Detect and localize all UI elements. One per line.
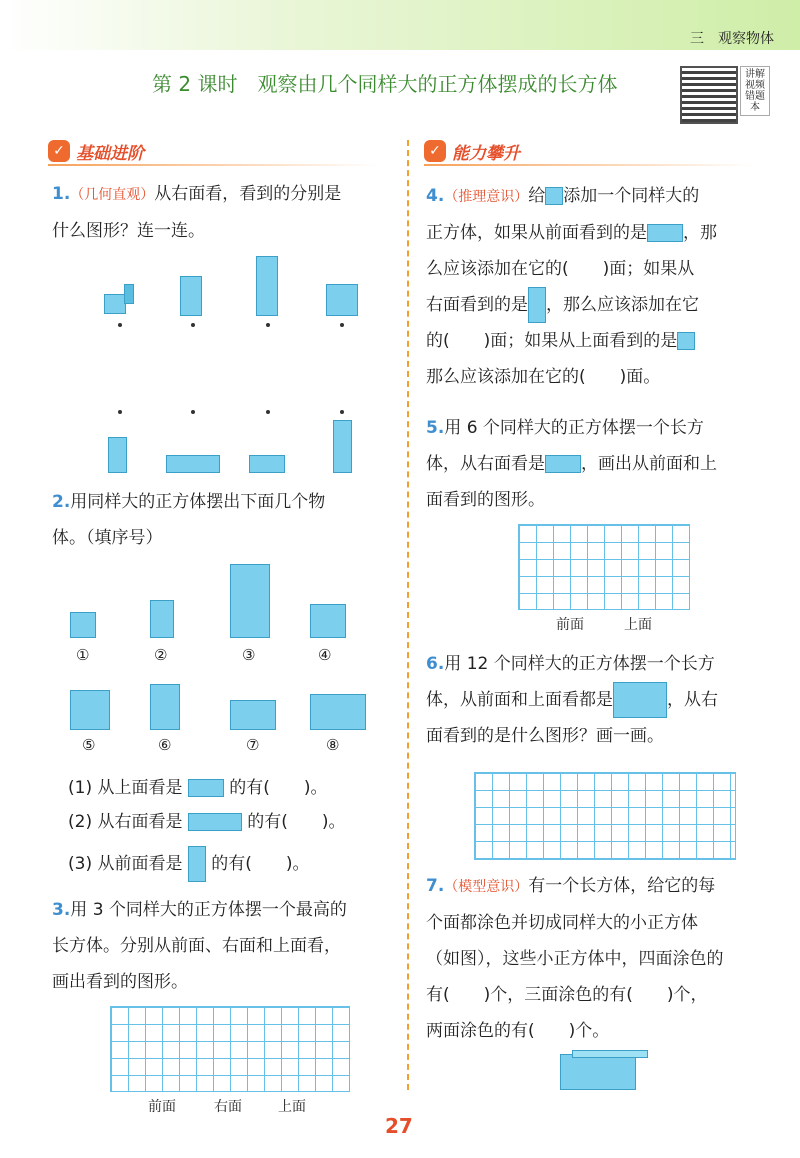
q2-part-2: (2) 从右面看是 的有( )。 bbox=[68, 812, 346, 832]
two-square-icon bbox=[188, 779, 224, 797]
climb-icon: ✓ bbox=[424, 140, 446, 162]
single-square-icon bbox=[677, 332, 695, 350]
single-cube-icon bbox=[545, 187, 563, 205]
question-6: 6.用 12 个同样大的正方体摆一个长方 体，从前面和上面看都是 ，从右 面看到的是什么图形？画一画。 bbox=[426, 654, 718, 746]
object-3 bbox=[230, 564, 270, 638]
question-4: 4.（推理意识）给 添加一个同样大的 正方体，如果从前面看到的是 ，那 么应该添加在它的( )面；如果从 右面看到的是 ，那么应该添加在它 的( )面；如果从上面看到的是 那么应该添加在它的( )面。 bbox=[426, 186, 717, 387]
rocket-icon: ✓ bbox=[48, 140, 70, 162]
section-advanced: ✓ 能力攀升 bbox=[424, 138, 520, 164]
q2-part-1: (1) 从上面看是 的有( )。 bbox=[68, 778, 328, 798]
shape-d bbox=[326, 284, 358, 316]
view-1 bbox=[108, 437, 127, 473]
three-square-icon bbox=[188, 813, 242, 831]
view-3 bbox=[249, 455, 285, 473]
two-square-icon bbox=[647, 224, 683, 242]
q2-part-3: (3) 从前面看是 的有( )。 bbox=[68, 846, 398, 882]
view-4 bbox=[333, 420, 352, 473]
shape-b bbox=[180, 276, 202, 316]
view-2 bbox=[166, 455, 220, 473]
object-8 bbox=[310, 694, 366, 730]
lesson-title: 第 2 课时 观察由几个同样大的正方体摆成的长方体 bbox=[152, 72, 618, 96]
object-6 bbox=[150, 684, 180, 730]
top-banner bbox=[0, 0, 800, 50]
question-5: 5.用 6 个同样大的正方体摆一个长方 体，从右面看是 ，画出从前面和上 面看到的图形。 bbox=[426, 418, 717, 510]
vertical-square-icon bbox=[528, 287, 546, 323]
chapter-title: 三 观察物体 bbox=[690, 31, 774, 47]
q3-drawing-grid[interactable] bbox=[110, 1006, 350, 1092]
question-3: 3.用 3 个同样大的正方体摆一个最高的 长方体。分别从前面、右面和上面看， 画出看到的图形。 bbox=[52, 900, 347, 992]
object-7 bbox=[230, 700, 276, 730]
section-basic: ✓ 基础进阶 bbox=[48, 138, 144, 164]
page-number: 27 bbox=[385, 1114, 413, 1138]
two-square-icon bbox=[545, 455, 581, 473]
grid-block-icon bbox=[613, 682, 667, 718]
q5-drawing-grid[interactable] bbox=[518, 524, 690, 610]
shape-c bbox=[256, 256, 278, 316]
q6-drawing-grid[interactable] bbox=[474, 772, 736, 860]
qr-code-icon[interactable] bbox=[680, 66, 738, 124]
vertical-square-icon bbox=[188, 846, 206, 882]
question-1: 1.（几何直观）从右面看，看到的分别是 什么图形？连一连。 bbox=[52, 184, 342, 241]
shape-a bbox=[104, 294, 126, 314]
question-7: 7.（模型意识）有一个长方体，给它的每 个面都涂色并切成同样大的小正方体 （如图），这些小正方体中，四面涂色的 有( )个，三面涂色的有( )个， 两面涂色的有( )个。 bbox=[426, 876, 724, 1041]
object-2 bbox=[150, 600, 174, 638]
qr-label: 讲解视频 错题本 bbox=[740, 66, 770, 116]
column-divider bbox=[407, 140, 409, 1090]
object-5 bbox=[70, 690, 110, 730]
question-2: 2.用同样大的正方体摆出下面几个物 体。（填序号） bbox=[52, 492, 326, 548]
cuboid-figure bbox=[560, 1054, 636, 1090]
object-1 bbox=[70, 612, 96, 638]
object-4 bbox=[310, 604, 346, 638]
